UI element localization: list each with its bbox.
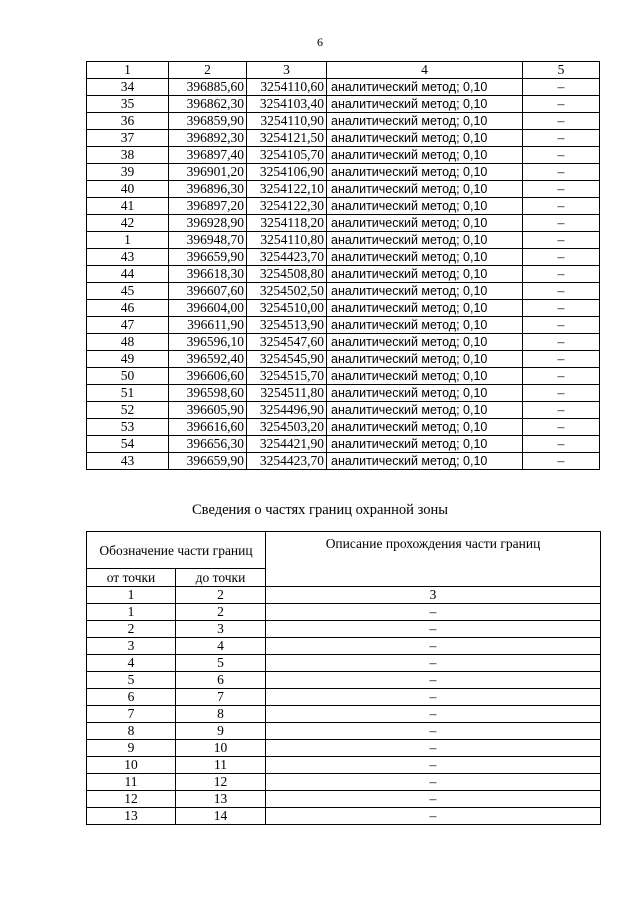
x-coordinate-cell: 396897,40 <box>169 147 247 164</box>
from-point-cell: 5 <box>87 672 176 689</box>
method-accuracy-cell: аналитический метод; 0,10 <box>327 453 523 470</box>
x-coordinate-cell: 396659,90 <box>169 453 247 470</box>
to-point-cell: 8 <box>176 706 266 723</box>
y-coordinate-cell: 3254110,90 <box>247 113 327 130</box>
to-point-cell: 10 <box>176 740 266 757</box>
point-number-cell: 48 <box>87 334 169 351</box>
x-coordinate-cell: 396618,30 <box>169 266 247 283</box>
method-accuracy-cell: аналитический метод; 0,10 <box>327 419 523 436</box>
x-coordinate-cell: 396885,60 <box>169 79 247 96</box>
x-coordinate-cell: 396607,60 <box>169 283 247 300</box>
x-coordinate-cell: 396892,30 <box>169 130 247 147</box>
table-row <box>87 164 600 181</box>
point-number-cell: 42 <box>87 215 169 232</box>
method-accuracy-cell: аналитический метод; 0,10 <box>327 181 523 198</box>
header-cell: 5 <box>523 62 600 79</box>
method-accuracy-cell: аналитический метод; 0,10 <box>327 232 523 249</box>
y-coordinate-cell: 3254122,30 <box>247 198 327 215</box>
point-number-cell: 39 <box>87 164 169 181</box>
y-coordinate-cell: 3254511,80 <box>247 385 327 402</box>
table-row <box>87 215 600 232</box>
from-point-cell: 13 <box>87 808 176 825</box>
method-accuracy-cell: аналитический метод; 0,10 <box>327 147 523 164</box>
note-cell: – <box>523 266 600 283</box>
to-point-cell: 11 <box>176 757 266 774</box>
point-number-cell: 54 <box>87 436 169 453</box>
x-coordinate-cell: 396901,20 <box>169 164 247 181</box>
y-coordinate-cell: 3254502,50 <box>247 283 327 300</box>
point-number-cell: 41 <box>87 198 169 215</box>
column-number: 1 <box>87 587 176 604</box>
page-number: 6 <box>317 35 323 49</box>
note-cell: – <box>523 79 600 96</box>
to-point-cell: 2 <box>176 604 266 621</box>
table-row <box>87 113 600 130</box>
table-row <box>87 300 600 317</box>
from-point-cell: 1 <box>87 604 176 621</box>
header-cell: 2 <box>169 62 247 79</box>
description-cell: – <box>266 740 601 757</box>
method-accuracy-cell: аналитический метод; 0,10 <box>327 266 523 283</box>
table-row <box>87 791 601 808</box>
point-number-cell: 51 <box>87 385 169 402</box>
from-point-cell: 8 <box>87 723 176 740</box>
from-point-cell: 11 <box>87 774 176 791</box>
note-cell: – <box>523 249 600 266</box>
x-coordinate-cell: 396616,60 <box>169 419 247 436</box>
y-coordinate-cell: 3254121,50 <box>247 130 327 147</box>
point-number-cell: 53 <box>87 419 169 436</box>
y-coordinate-cell: 3254106,90 <box>247 164 327 181</box>
method-accuracy-cell: аналитический метод; 0,10 <box>327 130 523 147</box>
point-number-cell: 45 <box>87 283 169 300</box>
table-row <box>87 232 600 249</box>
note-cell: – <box>523 453 600 470</box>
y-coordinate-cell: 3254547,60 <box>247 334 327 351</box>
y-coordinate-cell: 3254508,80 <box>247 266 327 283</box>
method-accuracy-cell: аналитический метод; 0,10 <box>327 283 523 300</box>
table-row <box>87 334 600 351</box>
note-cell: – <box>523 283 600 300</box>
table-row <box>87 402 600 419</box>
table-row <box>87 181 600 198</box>
point-number-cell: 1 <box>87 232 169 249</box>
header-cell: 4 <box>327 62 523 79</box>
x-coordinate-cell: 396896,30 <box>169 181 247 198</box>
point-number-cell: 52 <box>87 402 169 419</box>
description-cell: – <box>266 672 601 689</box>
y-coordinate-cell: 3254496,90 <box>247 402 327 419</box>
note-cell: – <box>523 436 600 453</box>
method-accuracy-cell: аналитический метод; 0,10 <box>327 317 523 334</box>
table-row <box>87 368 600 385</box>
description-cell: – <box>266 689 601 706</box>
coordinates-table <box>86 61 600 470</box>
table-row <box>87 147 600 164</box>
method-accuracy-cell: аналитический метод; 0,10 <box>327 215 523 232</box>
method-accuracy-cell: аналитический метод; 0,10 <box>327 368 523 385</box>
point-number-cell: 47 <box>87 317 169 334</box>
column-number: 2 <box>176 587 266 604</box>
table-row <box>87 706 601 723</box>
from-point-cell: 12 <box>87 791 176 808</box>
point-number-cell: 44 <box>87 266 169 283</box>
x-coordinate-cell: 396859,90 <box>169 113 247 130</box>
table-row <box>87 689 601 706</box>
to-point-cell: 7 <box>176 689 266 706</box>
x-coordinate-cell: 396659,90 <box>169 249 247 266</box>
table-row <box>87 198 600 215</box>
y-coordinate-cell: 3254423,70 <box>247 249 327 266</box>
description-cell: – <box>266 638 601 655</box>
y-coordinate-cell: 3254515,70 <box>247 368 327 385</box>
note-cell: – <box>523 181 600 198</box>
table-row <box>87 774 601 791</box>
point-number-cell: 46 <box>87 300 169 317</box>
description-cell: – <box>266 655 601 672</box>
table-row <box>87 283 600 300</box>
header-cell: 1 <box>87 62 169 79</box>
method-accuracy-cell: аналитический метод; 0,10 <box>327 249 523 266</box>
table-row <box>87 317 600 334</box>
method-accuracy-cell: аналитический метод; 0,10 <box>327 334 523 351</box>
note-cell: – <box>523 96 600 113</box>
method-accuracy-cell: аналитический метод; 0,10 <box>327 164 523 181</box>
description-cell: – <box>266 757 601 774</box>
note-cell: – <box>523 215 600 232</box>
y-coordinate-cell: 3254105,70 <box>247 147 327 164</box>
to-point-cell: 6 <box>176 672 266 689</box>
y-coordinate-cell: 3254510,00 <box>247 300 327 317</box>
method-accuracy-cell: аналитический метод; 0,10 <box>327 351 523 368</box>
x-coordinate-cell: 396598,60 <box>169 385 247 402</box>
point-number-cell: 35 <box>87 96 169 113</box>
y-coordinate-cell: 3254103,40 <box>247 96 327 113</box>
section-title: Сведения о частях границ охранной зоны <box>192 502 448 518</box>
designation-header: Обозначение части границ <box>87 532 266 569</box>
description-cell: – <box>266 774 601 791</box>
table-row <box>87 672 601 689</box>
y-coordinate-cell: 3254545,90 <box>247 351 327 368</box>
parts-number-row <box>87 587 601 604</box>
from-point-cell: 2 <box>87 621 176 638</box>
table-row <box>87 130 600 147</box>
point-number-cell: 43 <box>87 453 169 470</box>
table-row <box>87 621 601 638</box>
coordinates-header-row <box>87 62 600 79</box>
table-row <box>87 79 600 96</box>
header-cell: 3 <box>247 62 327 79</box>
note-cell: – <box>523 351 600 368</box>
table-row <box>87 419 600 436</box>
note-cell: – <box>523 385 600 402</box>
point-number-cell: 50 <box>87 368 169 385</box>
x-coordinate-cell: 396948,70 <box>169 232 247 249</box>
to-point-cell: 13 <box>176 791 266 808</box>
y-coordinate-cell: 3254122,10 <box>247 181 327 198</box>
point-number-cell: 37 <box>87 130 169 147</box>
to-point-cell: 14 <box>176 808 266 825</box>
method-accuracy-cell: аналитический метод; 0,10 <box>327 402 523 419</box>
to-point-cell: 9 <box>176 723 266 740</box>
from-point-cell: 7 <box>87 706 176 723</box>
note-cell: – <box>523 419 600 436</box>
description-cell: – <box>266 706 601 723</box>
note-cell: – <box>523 300 600 317</box>
x-coordinate-cell: 396928,90 <box>169 215 247 232</box>
note-cell: – <box>523 334 600 351</box>
from-point-cell: 6 <box>87 689 176 706</box>
note-cell: – <box>523 368 600 385</box>
x-coordinate-cell: 396897,20 <box>169 198 247 215</box>
description-cell: – <box>266 621 601 638</box>
x-coordinate-cell: 396596,10 <box>169 334 247 351</box>
from-point-header: от точки <box>87 569 176 587</box>
y-coordinate-cell: 3254503,20 <box>247 419 327 436</box>
table-row <box>87 385 600 402</box>
method-accuracy-cell: аналитический метод; 0,10 <box>327 300 523 317</box>
point-number-cell: 43 <box>87 249 169 266</box>
to-point-cell: 12 <box>176 774 266 791</box>
note-cell: – <box>523 232 600 249</box>
method-accuracy-cell: аналитический метод; 0,10 <box>327 96 523 113</box>
point-number-cell: 34 <box>87 79 169 96</box>
table-row <box>87 604 601 621</box>
y-coordinate-cell: 3254118,20 <box>247 215 327 232</box>
from-point-cell: 10 <box>87 757 176 774</box>
table-row <box>87 351 600 368</box>
note-cell: – <box>523 130 600 147</box>
description-cell: – <box>266 604 601 621</box>
x-coordinate-cell: 396605,90 <box>169 402 247 419</box>
x-coordinate-cell: 396656,30 <box>169 436 247 453</box>
parts-header-row <box>87 532 601 569</box>
table-row <box>87 757 601 774</box>
y-coordinate-cell: 3254423,70 <box>247 453 327 470</box>
from-point-cell: 9 <box>87 740 176 757</box>
y-coordinate-cell: 3254110,80 <box>247 232 327 249</box>
method-accuracy-cell: аналитический метод; 0,10 <box>327 436 523 453</box>
y-coordinate-cell: 3254513,90 <box>247 317 327 334</box>
method-accuracy-cell: аналитический метод; 0,10 <box>327 385 523 402</box>
from-point-cell: 4 <box>87 655 176 672</box>
point-number-cell: 40 <box>87 181 169 198</box>
note-cell: – <box>523 164 600 181</box>
to-point-cell: 3 <box>176 621 266 638</box>
table-row <box>87 96 600 113</box>
x-coordinate-cell: 396611,90 <box>169 317 247 334</box>
x-coordinate-cell: 396606,60 <box>169 368 247 385</box>
column-number: 3 <box>266 587 601 604</box>
to-point-header: до точки <box>176 569 266 587</box>
from-point-cell: 3 <box>87 638 176 655</box>
point-number-cell: 49 <box>87 351 169 368</box>
table-row <box>87 436 600 453</box>
description-header: Описание прохождения части границ <box>266 532 601 587</box>
to-point-cell: 5 <box>176 655 266 672</box>
point-number-cell: 38 <box>87 147 169 164</box>
note-cell: – <box>523 402 600 419</box>
description-cell: – <box>266 791 601 808</box>
point-number-cell: 36 <box>87 113 169 130</box>
table-row <box>87 249 600 266</box>
x-coordinate-cell: 396604,00 <box>169 300 247 317</box>
note-cell: – <box>523 147 600 164</box>
table-row <box>87 266 600 283</box>
table-row <box>87 740 601 757</box>
x-coordinate-cell: 396862,30 <box>169 96 247 113</box>
boundary-parts-table <box>86 531 601 825</box>
table-row <box>87 638 601 655</box>
note-cell: – <box>523 198 600 215</box>
note-cell: – <box>523 317 600 334</box>
table-row <box>87 655 601 672</box>
table-row <box>87 808 601 825</box>
method-accuracy-cell: аналитический метод; 0,10 <box>327 79 523 96</box>
table-row <box>87 723 601 740</box>
method-accuracy-cell: аналитический метод; 0,10 <box>327 113 523 130</box>
y-coordinate-cell: 3254110,60 <box>247 79 327 96</box>
y-coordinate-cell: 3254421,90 <box>247 436 327 453</box>
x-coordinate-cell: 396592,40 <box>169 351 247 368</box>
description-cell: – <box>266 808 601 825</box>
to-point-cell: 4 <box>176 638 266 655</box>
method-accuracy-cell: аналитический метод; 0,10 <box>327 198 523 215</box>
note-cell: – <box>523 113 600 130</box>
description-cell: – <box>266 723 601 740</box>
table-row <box>87 453 600 470</box>
